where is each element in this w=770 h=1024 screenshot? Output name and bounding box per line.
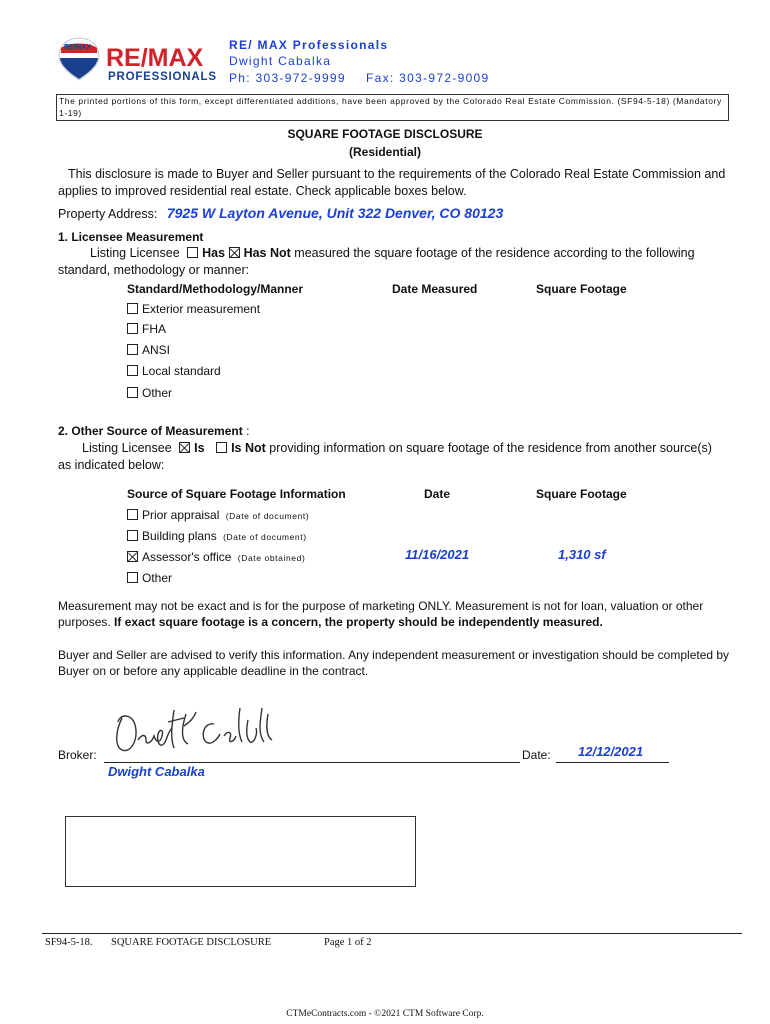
disclaimer-measurement: Measurement may not be exact and is for the purpose of marketing ONLY. Measurement is not for loan, valuation or other purposes. If exact square footage is a concern, the property should be independently measured.: [58, 599, 704, 629]
checkbox[interactable]: [127, 530, 138, 541]
col-source-header: Source of Square Footage Information: [127, 487, 346, 501]
section1-prefix: Listing Licensee: [90, 246, 180, 260]
method-option-local[interactable]: Local standard: [127, 364, 221, 378]
logo-small-text: RE/MAX: [64, 44, 92, 51]
header-phone: Ph: 303-972-9999: [229, 71, 346, 85]
section1-statement: [58, 245, 728, 279]
footer-rule: [42, 933, 742, 934]
page-subtitle: (Residential): [348, 145, 421, 159]
broker-label: Broker:: [58, 748, 97, 762]
has-not-label: Has Not: [243, 246, 291, 260]
balloon-icon: [56, 36, 102, 82]
has-not-checkbox[interactable]: [229, 247, 240, 258]
is-label: Is: [194, 441, 205, 455]
is-checkbox[interactable]: [179, 442, 190, 453]
header-agent: Dwight Cabalka: [229, 54, 332, 68]
is-not-label: Is Not: [231, 441, 266, 455]
remax-logo: [56, 36, 226, 88]
section2-suffix: providing information on square footage of the residence from another source(s) as indicated below:: [58, 441, 712, 472]
has-checkbox[interactable]: [187, 247, 198, 258]
method-option-ansi[interactable]: ANSI: [127, 343, 170, 357]
page-title: SQUARE FOOTAGE DISCLOSURE: [287, 127, 483, 141]
checkbox[interactable]: [127, 387, 138, 398]
intro-paragraph: This disclosure is made to Buyer and Seller pursuant to the requirements of the Colorado Real Estate Commission and applies to improved residential real estate. Check applicable boxes below.: [58, 167, 726, 198]
footer-copyright: CTMeContracts.com - ©2021 CTM Software Corp.: [286, 1009, 484, 1019]
date-label: Date:: [522, 748, 551, 762]
section2-heading: 2. Other Source of Measurement :: [58, 424, 250, 438]
is-not-checkbox[interactable]: [216, 442, 227, 453]
source-assessors-office[interactable]: Assessor's office (Date obtained): [127, 550, 305, 564]
col-sqft-header: Square Footage: [536, 282, 627, 296]
signature-date-value[interactable]: 12/12/2021: [578, 744, 644, 759]
footer-form-name: SQUARE FOOTAGE DISCLOSURE: [111, 937, 272, 948]
assessor-sqft-value[interactable]: 1,310 sf: [558, 547, 606, 562]
broker-name[interactable]: Dwight Cabalka: [108, 764, 205, 779]
col-date-header: Date: [424, 487, 451, 501]
has-label: Has: [202, 246, 226, 260]
property-address-value[interactable]: 7925 W Layton Avenue, Unit 322 Denver, CO 80123: [166, 205, 504, 221]
method-option-fha[interactable]: FHA: [127, 322, 166, 336]
header-company: [229, 37, 388, 53]
assessor-date-value[interactable]: 11/16/2021: [405, 547, 470, 562]
approval-note: The printed portions of this form, except differentiated additions, have been approved by the Colorado Real Estate Commission. (SF94-5-18) (Mandatory 1-19): [56, 94, 729, 121]
source-other[interactable]: Other: [127, 571, 172, 585]
property-address-label: Property Address:: [58, 207, 158, 221]
company-name: RE/ MAX Professionals: [229, 38, 389, 52]
method-option-other[interactable]: Other: [127, 386, 172, 400]
source-prior-appraisal[interactable]: Prior appraisal (Date of document): [127, 508, 309, 522]
section2-prefix: Listing Licensee: [82, 441, 172, 455]
checkbox[interactable]: [127, 365, 138, 376]
checkbox[interactable]: [127, 572, 138, 583]
section1-heading: 1. Licensee Measurement: [58, 230, 204, 244]
checkbox[interactable]: [127, 323, 138, 334]
source-building-plans[interactable]: Building plans (Date of document): [127, 529, 307, 543]
property-address-row: [58, 205, 503, 221]
footer-page-number: Page 1 of 2: [324, 937, 372, 948]
header-fax: Fax: 303-972-9009: [366, 71, 490, 85]
broker-signature-line[interactable]: [104, 762, 520, 763]
logo-sub-text: PROFESSIONALS: [108, 71, 217, 83]
checkbox[interactable]: [127, 551, 138, 562]
disclaimer-verify: Buyer and Seller are advised to verify this information. Any independent measurement or investigation should be completed by Buyer on or before any applicable deadline in the contract.: [58, 648, 730, 678]
footer-form-id: SF94-5-18.: [45, 937, 93, 948]
col-date-measured-header: Date Measured: [392, 282, 478, 296]
col-method-header: Standard/Methodology/Manner: [127, 282, 304, 296]
section1-suffix: measured the square footage of the residence according to the following standard, methodology or manner:: [58, 246, 695, 277]
logo-main-text: RE/MAX: [106, 44, 204, 72]
signature-image: [108, 700, 298, 760]
checkbox[interactable]: [127, 344, 138, 355]
brokerage-info-box: [65, 816, 416, 887]
section2-statement: [58, 440, 728, 474]
method-option-exterior[interactable]: Exterior measurement: [127, 302, 260, 316]
col-sqft2-header: Square Footage: [536, 487, 627, 501]
checkbox[interactable]: [127, 509, 138, 520]
checkbox[interactable]: [127, 303, 138, 314]
date-line[interactable]: [556, 762, 669, 763]
